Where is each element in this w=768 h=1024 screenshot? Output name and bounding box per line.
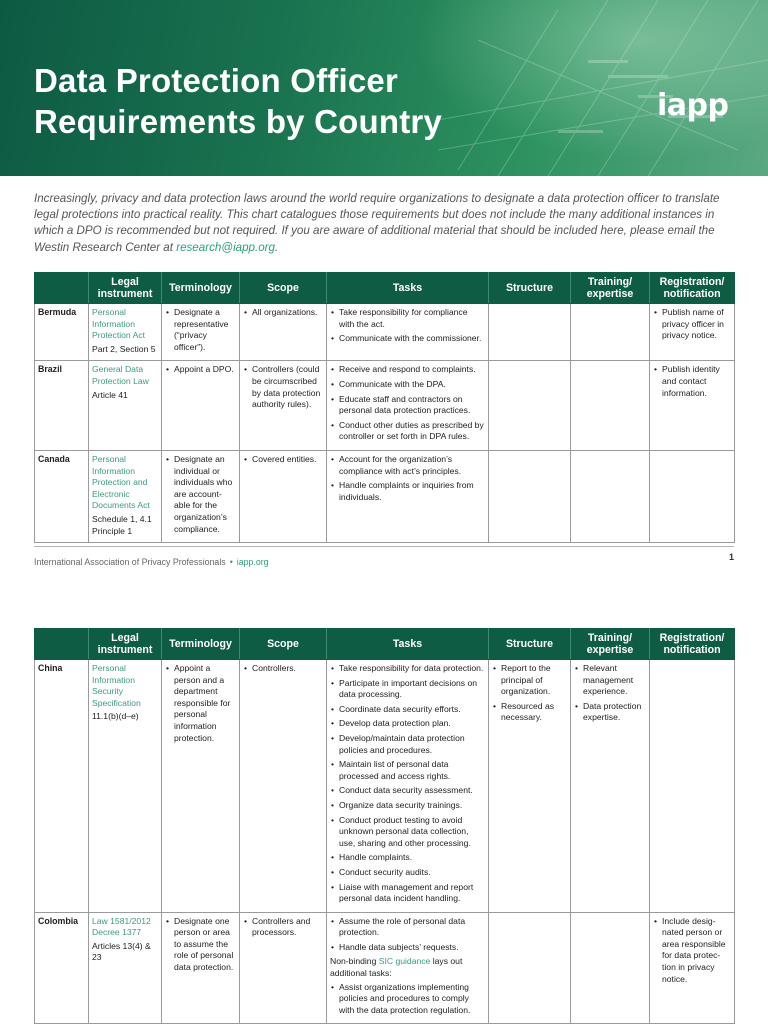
header-registration-notification: Registration/ notification: [650, 629, 735, 660]
additional-task-item: • Assist organizations implementing policies and procedures to comply with the data protection regulation.: [339, 982, 485, 1017]
additional-task-list: [330, 982, 485, 1017]
tasks-cell: [327, 304, 489, 361]
task-item: • Communicate with the DPA.: [339, 379, 485, 391]
country-cell: Colombia: [35, 912, 89, 1024]
table-header-row: [35, 629, 735, 660]
table-body-page-1: [35, 304, 735, 543]
task-item: • Educate staff and contractors on personal data protection practices.: [339, 394, 485, 417]
structure-cell: [489, 304, 571, 361]
header-training-expertise: Training/ expertise: [571, 273, 650, 304]
legal-reference: Schedule 1, 4.1 Principle 1: [92, 513, 152, 536]
title-line-1: Data Protection Officer: [34, 62, 399, 99]
registration-cell: [650, 660, 735, 913]
task-item: • Take responsibility for compliance with the act.: [339, 307, 485, 330]
task-item: • Conduct data security assessment.: [339, 785, 485, 797]
header-terminology: Terminology: [162, 629, 240, 660]
table-row-brazil: [35, 361, 735, 451]
table-body-page-2: [35, 660, 735, 1024]
legal-reference: Articles 13(4) & 23: [92, 940, 151, 963]
task-item: • Maintain list of personal data processed and access rights.: [339, 759, 485, 782]
task-item: • Conduct other duties as prescribed by controller or set forth in DPA rules.: [339, 420, 485, 443]
structure-item: • Report to the principal of organization.: [501, 663, 567, 698]
registration-cell: [650, 450, 735, 542]
registration-cell: [650, 361, 735, 451]
task-item: • Participate in important decisions on data processing.: [339, 678, 485, 701]
task-item: • Handle data subjects’ requests.: [339, 942, 485, 954]
header-country: [35, 629, 89, 660]
header-registration-notification: Registration/ notification: [650, 273, 735, 304]
terminology-list: [165, 307, 236, 353]
terminology-list: [165, 916, 236, 974]
terminology-item: • Designate one person or area to assume the role of personal data protection.: [174, 916, 236, 974]
terminology-list: [165, 454, 236, 535]
tasks-cell: [327, 912, 489, 1024]
structure-cell: [489, 450, 571, 542]
training-cell: [571, 450, 650, 542]
registration-item: • Publish name of privacy officer in privacy notice.: [662, 307, 731, 342]
terminology-cell: [162, 361, 240, 451]
scope-item: • Covered entities.: [252, 454, 323, 466]
registration-list: [653, 364, 731, 399]
task-item: • Take responsibility for data protection.: [339, 663, 485, 675]
footer-separator: •: [229, 557, 233, 567]
structure-cell: [489, 912, 571, 1024]
task-item: • Liaise with management and report personal data incident handling.: [339, 882, 485, 905]
header-terminology: Terminology: [162, 273, 240, 304]
footer-org: International Association of Privacy Professionals: [34, 557, 226, 567]
legal-instrument-cell: [89, 361, 162, 451]
task-list: [330, 916, 485, 954]
training-item: • Data protection expertise.: [583, 701, 646, 724]
structure-cell: [489, 361, 571, 451]
structure-item: • Resourced as necessary.: [501, 701, 567, 724]
page-footer: [34, 546, 734, 570]
legal-instrument-cell: [89, 304, 162, 361]
terminology-cell: [162, 304, 240, 361]
scope-cell: [240, 450, 327, 542]
scope-cell: [240, 912, 327, 1024]
registration-item: • Include desig-nated person or area responsible for data protec-tion in privacy notice.: [662, 916, 731, 986]
iapp-logo: iapp: [657, 88, 729, 123]
tasks-note-text: Non-binding: [330, 956, 379, 967]
task-item: • Conduct product testing to avoid unknown personal data collection, use, sharing and other processing.: [339, 815, 485, 850]
header-legal-instrument: Legal instrument: [89, 273, 162, 304]
header-training-expertise: Training/ expertise: [571, 629, 650, 660]
training-list: [574, 663, 646, 724]
training-cell: [571, 304, 650, 361]
country-cell: China: [35, 660, 89, 913]
scope-list: [243, 364, 323, 410]
registration-list: [653, 307, 731, 342]
dpo-table-page-2: [34, 628, 735, 1024]
tasks-cell: [327, 660, 489, 913]
header-tasks: Tasks: [327, 273, 489, 304]
legal-instrument-link[interactable]: Personal Information Security Specification: [92, 663, 141, 708]
header-country: [35, 273, 89, 304]
header-banner: [0, 0, 768, 176]
terminology-item: • Designate an individual or individuals who are account-able for the organization’s compliance.: [174, 454, 236, 535]
table-row-bermuda: [35, 304, 735, 361]
scope-cell: [240, 304, 327, 361]
task-item: • Communicate with the commissioner.: [339, 333, 485, 345]
header-tasks: Tasks: [327, 629, 489, 660]
country-cell: Brazil: [35, 361, 89, 451]
task-list: [330, 364, 485, 443]
registration-cell: [650, 912, 735, 1024]
legal-instrument-cell: [89, 660, 162, 913]
country-cell: Bermuda: [35, 304, 89, 361]
terminology-item: • Appoint a person and a department responsible for personal information protection.: [174, 663, 236, 744]
scope-item: • Controllers (could be circumscribed by data protection authority rules).: [252, 364, 323, 410]
page-number: 1: [728, 552, 734, 562]
legal-reference: 11.1(b)(d–e): [92, 711, 139, 722]
terminology-cell: [162, 912, 240, 1024]
table-row-colombia: [35, 912, 735, 1024]
terminology-cell: [162, 450, 240, 542]
legal-instrument-link[interactable]: Law 1581/2012: [92, 915, 151, 926]
task-item: • Develop data protection plan.: [339, 718, 485, 730]
title-line-2: Requirements by Country: [34, 103, 442, 140]
terminology-item: • Appoint a DPO.: [174, 364, 236, 376]
training-cell: [571, 660, 650, 913]
tasks-note-text: lays out additional tasks:: [330, 956, 463, 979]
intro-text: Increasingly, privacy and data protection laws around the world require organizations to designate a data protection officer to translate legal protections into practical reality. This chart catalogues those requirements but does not include the many additional instances in which a DPO is recommended but not required. If you are aware of additional material that should be included here, please email the Westin Research Center at: [34, 192, 720, 254]
task-list: [330, 307, 485, 345]
structure-cell: [489, 660, 571, 913]
scope-list: [243, 916, 323, 939]
registration-item: • Publish identity and contact information.: [662, 364, 731, 399]
sic-guidance-link[interactable]: SIC guidance: [378, 956, 431, 967]
intro-end: .: [274, 240, 279, 254]
task-item: • Handle complaints.: [339, 852, 485, 864]
legal-instrument-link[interactable]: Personal Information Protection and Electronic Documents Act: [92, 453, 150, 511]
training-item: • Relevant management experience.: [583, 663, 646, 698]
table-row-china: [35, 660, 735, 913]
legal-instrument-link[interactable]: Decree 1377: [92, 927, 142, 938]
header-structure: Structure: [489, 629, 571, 660]
training-cell: [571, 361, 650, 451]
scope-cell: [240, 660, 327, 913]
training-cell: [571, 912, 650, 1024]
registration-list: [653, 916, 731, 986]
country-cell: Canada: [35, 450, 89, 542]
scope-list: [243, 663, 323, 675]
legal-instrument-cell: [89, 450, 162, 542]
tasks-cell: [327, 361, 489, 451]
table-header-row: [35, 273, 735, 304]
scope-list: [243, 307, 323, 319]
dpo-table-page-1: [34, 272, 735, 543]
terminology-list: [165, 364, 236, 376]
header-legal-instrument: Legal instrument: [89, 629, 162, 660]
terminology-cell: [162, 660, 240, 913]
header-scope: Scope: [240, 629, 327, 660]
task-item: • Receive and respond to complaints.: [339, 364, 485, 376]
footer-text: [34, 557, 269, 567]
legal-instrument-cell: [89, 912, 162, 1024]
header-scope: Scope: [240, 273, 327, 304]
terminology-item: • Designate a representative (“privacy officer”).: [174, 307, 236, 353]
scope-list: [243, 454, 323, 466]
task-item: • Organize data security trainings.: [339, 800, 485, 812]
terminology-list: [165, 663, 236, 744]
task-item: • Develop/maintain data protection policies and procedures.: [339, 733, 485, 756]
structure-list: [492, 663, 567, 724]
legal-instrument-link[interactable]: Personal Information Protection Act: [92, 307, 146, 341]
footer-site-link[interactable]: iapp.org: [236, 557, 269, 567]
task-item: • Handle complaints or inquiries from individuals.: [339, 480, 485, 503]
task-item: • Coordinate data security efforts.: [339, 704, 485, 716]
task-list: [330, 663, 485, 905]
intro-paragraph: [34, 191, 734, 256]
legal-reference: Article 41: [92, 389, 128, 400]
table-row-canada: [35, 450, 735, 542]
page-title: [34, 60, 442, 142]
email-link[interactable]: research@iapp.org: [176, 240, 275, 254]
task-item: • Account for the organization’s compliance with act’s principles.: [339, 454, 485, 477]
tasks-cell: [327, 450, 489, 542]
scope-item: • Controllers and processors.: [252, 916, 323, 939]
scope-item: • Controllers.: [252, 663, 323, 675]
task-item: • Conduct security audits.: [339, 867, 485, 879]
legal-instrument-link[interactable]: General Data Protection Law: [92, 364, 149, 386]
task-list: [330, 454, 485, 503]
task-item: • Assume the role of personal data protection.: [339, 916, 485, 939]
scope-cell: [240, 361, 327, 451]
scope-item: • All organizations.: [252, 307, 323, 319]
legal-reference: Part 2, Section 5: [92, 343, 156, 354]
registration-cell: [650, 304, 735, 361]
header-structure: Structure: [489, 273, 571, 304]
tasks-note: [330, 956, 485, 979]
